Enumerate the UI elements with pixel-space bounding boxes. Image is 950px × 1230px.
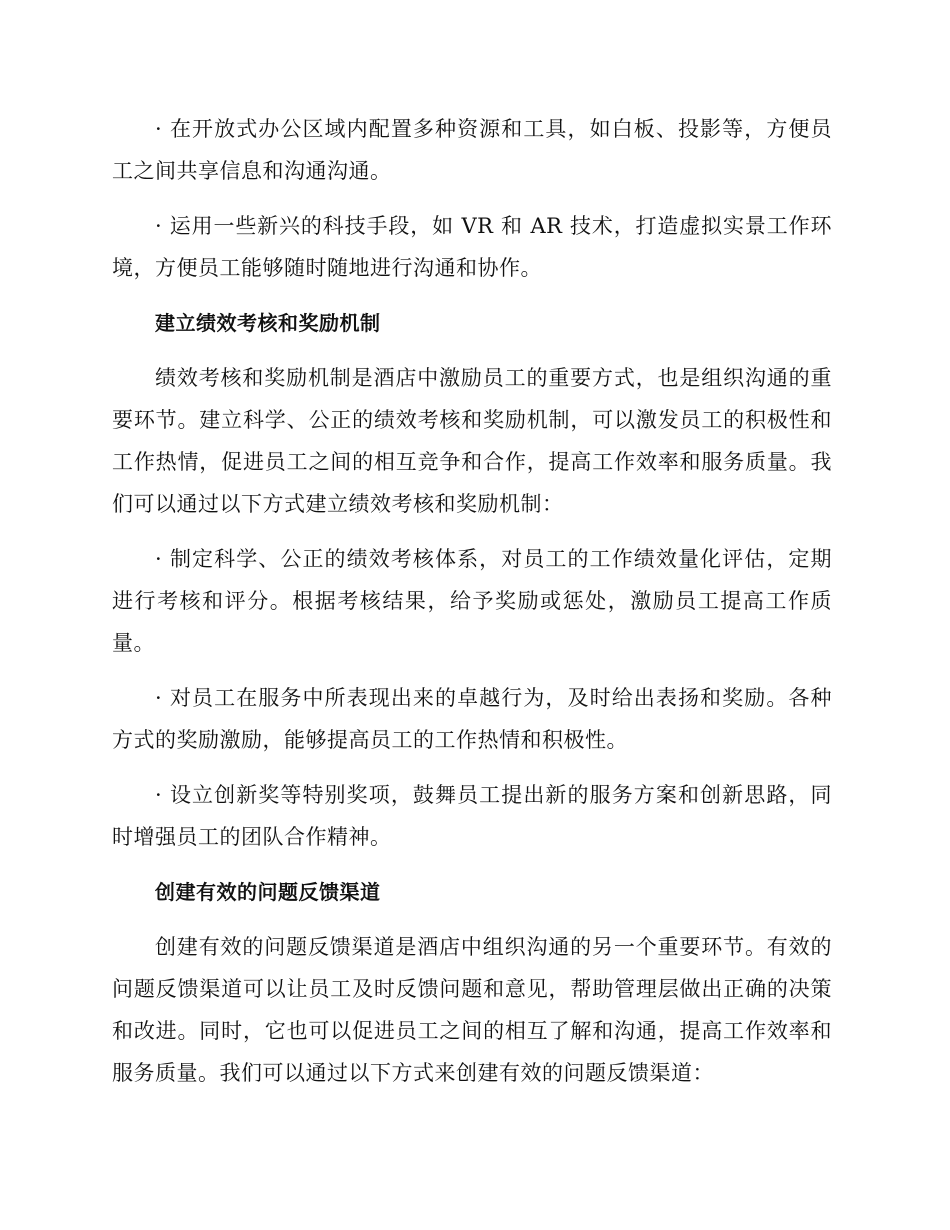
bullet-praise-rewards: · 对员工在服务中所表现出来的卓越行为，及时给出表扬和奖励。各种方式的奖励激励，能够提高员工的工作热情和积极性。	[112, 686, 832, 752]
section-heading-feedback-channels: 创建有效的问题反馈渠道	[155, 880, 381, 904]
paragraph-performance-rewards: 绩效考核和奖励机制是酒店中激励员工的重要方式，也是组织沟通的重要环节。建立科学、公正的绩效考核和奖励机制，可以激发员工的积极性和工作热情，促进员工之间的相互竞争和合作，提高工作效率和服务质量。我们可以通过以下方式建立绩效考核和奖励机制：	[112, 366, 832, 516]
bullet-vr-ar-technology: · 运用一些新兴的科技手段，如 VR 和 AR 技术，打造虚拟实景工作环境，方便员工能够随时随地进行沟通和协作。	[112, 214, 832, 280]
bullet-open-office-resources: · 在开放式办公区域内配置多种资源和工具，如白板、投影等，方便员工之间共享信息和沟通沟通。	[112, 117, 832, 183]
section-heading-performance-rewards: 建立绩效考核和奖励机制	[155, 311, 381, 335]
document-body	[112, 108, 832, 1107]
bullet-innovation-award: · 设立创新奖等特别奖项，鼓舞员工提出新的服务方案和创新思路，同时增强员工的团队合作精神。	[112, 783, 832, 849]
bullet-evaluation-system: · 制定科学、公正的绩效考核体系，对员工的工作绩效量化评估，定期进行考核和评分。根据考核结果，给予奖励或惩处，激励员工提高工作质量。	[112, 547, 832, 655]
paragraph-feedback-channels: 创建有效的问题反馈渠道是酒店中组织沟通的另一个重要环节。有效的问题反馈渠道可以让员工及时反馈问题和意见，帮助管理层做出正确的决策和改进。同时，它也可以促进员工之间的相互了解和沟通，提高工作效率和服务质量。我们可以通过以下方式来创建有效的问题反馈渠道：	[112, 935, 832, 1085]
